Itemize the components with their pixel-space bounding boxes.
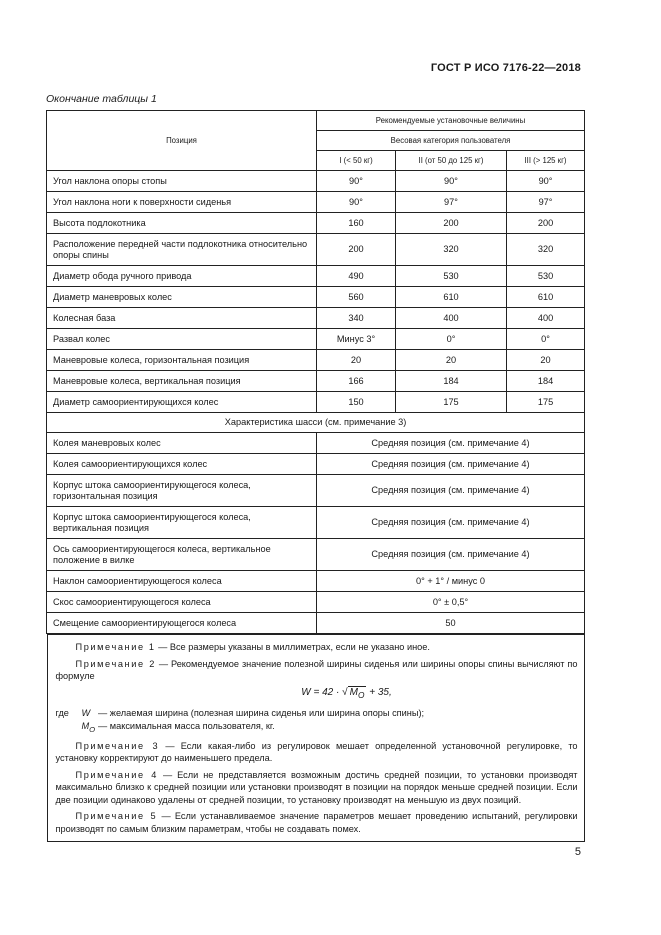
table-row [47,266,585,287]
table-row [47,234,585,266]
document-header: ГОСТ Р ИСО 7176-22—2018 [430,62,581,74]
category-1-value: 90° [317,171,396,192]
category-1-value: Минус 3° [317,329,396,350]
table-row [47,171,585,192]
notes-cell [47,634,585,843]
note-4 [56,769,578,807]
row-label: Развал колес [47,329,317,350]
note-label: Примечание 3 [75,740,160,751]
category-2-value: 610 [396,287,507,308]
row-label: Диаметр обода ручного привода [47,266,317,287]
category-2-value: 200 [396,213,507,234]
note-text: — Если какая-либо из регулировок мешает определенной установочной регулировке, то установку корректируют до наименьшего предела. [55,740,578,764]
category-3-value: 400 [507,308,585,329]
category-2-value: 530 [396,266,507,287]
category-1-value: 560 [317,287,396,308]
category-3-value: 0° [507,329,585,350]
table-row [47,392,585,413]
chassis-value: 0° + 1° / минус 0 [317,571,585,592]
row-label: Скос самоориентирующегося колеса [47,592,317,613]
category-3-header: III (> 125 кг) [507,151,585,171]
category-1-value: 490 [317,266,396,287]
note-text: — Рекомендуемое значение полезной ширины сиденья или ширины опоры спины вычисляют по формуле [55,658,578,681]
category-3-value: 320 [507,234,585,266]
category-3-value: 530 [507,266,585,287]
table-row [47,350,585,371]
category-3-value: 200 [507,213,585,234]
note-5 [56,810,578,835]
where-m-subscript: O [89,724,96,734]
category-3-value: 184 [507,371,585,392]
notes-block [47,634,585,842]
note-label: Примечание 2 [75,658,156,669]
formula-radicand: M [349,686,358,698]
note-label: Примечание 1 [75,642,156,652]
row-label: Маневровые колеса, горизонтальная позиция [47,350,317,371]
note-text: — Если устанавливаемое значение параметров мешает проведению испытаний, регулировки производят по самым близким параметрам, чтобы не создавать помех. [55,811,578,834]
row-label: Наклон самоориентирующегося колеса [47,571,317,592]
table-row [47,192,585,213]
category-3-value: 175 [507,392,585,413]
formula-left: W = 42 · [301,686,343,698]
category-2-value: 20 [396,350,507,371]
where-m-letter: M [81,720,90,731]
category-1-value: 20 [317,350,396,371]
row-label: Диаметр самоориентирующихся колес [47,392,317,413]
position-header: Позиция [47,111,317,171]
weight-category-header: Весовая категория пользователя [317,131,585,151]
category-3-value: 20 [507,350,585,371]
row-label: Колесная база [47,308,317,329]
chassis-row [47,433,585,454]
note-3 [56,740,578,765]
chassis-value: 0° ± 0,5° [317,592,585,613]
formula-right: + 35, [366,686,392,698]
row-label: Смещение самоориентирующегося колеса [47,613,317,634]
row-label: Маневровые колеса, вертикальная позиция [47,371,317,392]
where-w-symbol: W [81,708,91,718]
section-title: Характеристика шасси (см. примечание 3) [47,413,585,433]
recommended-header: Рекомендуемые установочные величины [317,111,585,131]
chassis-row [47,475,585,507]
row-label: Диаметр маневровых колес [47,287,317,308]
category-1-value: 340 [317,308,396,329]
category-2-value: 175 [396,392,507,413]
category-2-value: 400 [396,308,507,329]
category-2-header: II (от 50 до 125 кг) [396,151,507,171]
note-text: — Если не представляется возможным достичь средней позиции, то установки производят максимально близко к средней позиции или установки производят в позиции на порядок меньше средней позиции. Если две позиции одинаково удалены от средней позиции, то установку производят на меньшую из двух позиций. [55,769,578,805]
note-label: Примечание 5 [75,811,158,822]
chassis-row [47,613,585,634]
chassis-row [47,539,585,571]
sqrt-icon: √ [342,686,348,698]
chassis-value: Средняя позиция (см. примечание 4) [317,454,585,475]
category-2-value: 90° [396,171,507,192]
row-label: Колея самоориентирующихся колес [47,454,317,475]
note-label: Примечание 4 [75,769,158,780]
table-row [47,308,585,329]
table-row [47,213,585,234]
row-label: Корпус штока самоориентирующегося колеса, горизонтальная позиция [47,475,317,507]
notes-row [47,634,585,843]
category-3-value: 610 [507,287,585,308]
table-caption: Окончание таблицы 1 [46,93,157,105]
section-row [47,413,585,433]
category-1-value: 166 [317,371,396,392]
row-label: Корпус штока самоориентирующегося колеса, вертикальная позиция [47,507,317,539]
category-2-value: 320 [396,234,507,266]
row-label: Ось самоориентирующегося колеса, вертикальное положение в вилке [47,539,317,571]
table-row [47,287,585,308]
chassis-row [47,592,585,613]
width-formula [116,687,578,702]
where-m-symbol [82,720,96,736]
settings-table [46,110,585,842]
chassis-row [47,507,585,539]
chassis-value: Средняя позиция (см. примечание 4) [317,539,585,571]
category-3-value: 90° [507,171,585,192]
category-2-value: 0° [396,329,507,350]
note-1 [56,641,578,654]
category-2-value: 97° [396,192,507,213]
chassis-row [47,454,585,475]
formula-subscript: O [357,689,365,700]
table-row [47,371,585,392]
page-number: 5 [574,846,581,858]
category-3-value: 97° [507,192,585,213]
chassis-row [47,571,585,592]
where-m-text: — максимальная масса пользователя, кг. [95,720,275,731]
chassis-value: 50 [317,613,585,634]
where-w-text: — желаемая ширина (полезная ширина сиденья или ширина опоры спины); [95,708,425,718]
row-label: Высота подлокотника [47,213,317,234]
row-label: Угол наклона ноги к поверхности сиденья [47,192,317,213]
where-w [56,707,578,720]
chassis-value: Средняя позиция (см. примечание 4) [317,433,585,454]
chassis-value: Средняя позиция (см. примечание 4) [317,507,585,539]
category-1-value: 90° [317,192,396,213]
category-1-value: 150 [317,392,396,413]
category-1-value: 160 [317,213,396,234]
row-label: Расположение передней части подлокотника относительно опоры спины [47,234,317,266]
row-label: Угол наклона опоры стопы [47,171,317,192]
note-2 [56,658,578,683]
category-1-value: 200 [317,234,396,266]
category-1-header: I (< 50 кг) [317,151,396,171]
where-label: где [55,708,69,718]
category-2-value: 184 [396,371,507,392]
note-text: — Все размеры указаны в миллиметрах, если не указано иное. [155,642,430,652]
chassis-value: Средняя позиция (см. примечание 4) [317,475,585,507]
where-m [56,720,578,736]
table-row [47,329,585,350]
row-label: Колея маневровых колес [47,433,317,454]
